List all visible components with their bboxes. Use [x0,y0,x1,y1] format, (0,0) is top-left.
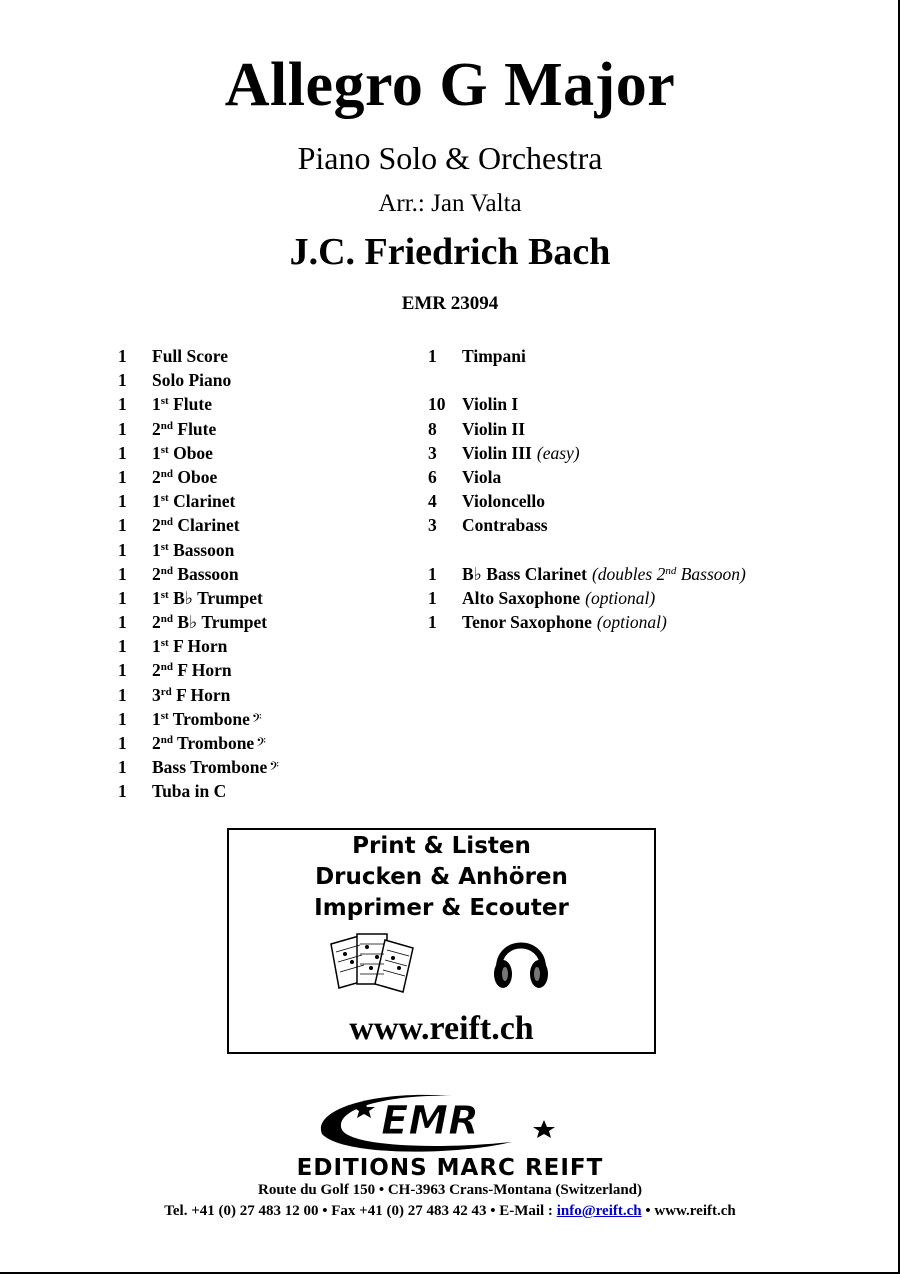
part-name [152,513,240,537]
part-instrument: Oboe [168,442,213,463]
part-quantity: 1 [118,757,127,778]
part-quantity: 1 [118,515,127,536]
part-ordinal-suffix: nd [160,564,173,577]
part-ordinal: 1 [152,636,161,657]
part-name [152,465,217,489]
catalog-number: EMR 23094 [401,293,499,314]
part-name [152,610,267,634]
part-name [462,465,501,489]
arranger: Arr.: Jan Valta [378,190,522,217]
part-name [152,562,239,586]
part-row [428,441,746,465]
promo-line-french: Imprimer & Ecouter [314,895,569,921]
part-ordinal-suffix: st [160,637,169,650]
part-instrument: B♭ Trumpet [173,612,268,633]
part-quantity: 1 [118,418,127,439]
part-row [118,779,279,803]
part-name [152,755,279,779]
headphones-icon [491,928,551,992]
part-quantity: 3 [428,442,437,463]
part-instrument: Trombone [173,733,255,753]
part-instrument: Timpani [462,346,526,366]
part-instrument: Bassoon [173,563,239,584]
promo-url[interactable]: www.reift.ch [349,1010,534,1047]
part-row [118,634,279,658]
part-quantity: 1 [118,466,127,487]
part-quantity: 1 [118,733,127,753]
bass-clef-icon: 𝄢 [269,761,279,778]
part-row [428,392,746,416]
contact-website: • www.reift.ch [641,1203,736,1219]
part-instrument: B♭ Trumpet [168,587,263,608]
part-ordinal: 2 [152,612,161,633]
part-name [152,586,263,610]
part-instrument: Tuba in C [152,781,227,802]
part-row [428,417,746,441]
part-row [118,465,279,489]
part-instrument: Bassoon [168,539,235,560]
email-link[interactable]: info@reift.ch [556,1203,642,1219]
part-row [118,707,279,731]
part-ordinal: 1 [152,442,161,463]
part-row [118,658,279,682]
emr-logo [312,1090,562,1156]
part-note-text: (doubles 2 [591,563,666,584]
part-quantity: 1 [118,394,127,415]
part-instrument: Viola [462,466,502,487]
part-ordinal: 1 [152,539,161,560]
subtitle: Piano Solo & Orchestra [297,140,603,176]
parts-list-left [118,344,279,804]
part-ordinal-suffix: st [160,492,169,505]
part-name [152,634,227,658]
part-name [152,683,230,707]
publisher-address: Route du Golf 150 • CH-3963 Crans-Montana (Switzerland) [258,1182,642,1198]
part-quantity: 10 [428,394,446,415]
part-spacer [428,538,746,562]
part-name [152,779,226,803]
publisher-name: EDITIONS MARC REIFT [296,1155,604,1181]
part-ordinal-suffix: rd [160,685,172,698]
part-ordinal-suffix: nd [160,419,173,432]
part-quantity: 1 [428,346,437,366]
publisher-contact [0,1203,900,1220]
part-ordinal: 3 [152,684,161,705]
part-ordinal-suffix: nd [160,734,173,746]
part-ordinal-suffix: st [160,395,169,408]
part-note [537,443,580,463]
part-quantity: 1 [118,781,127,802]
part-name [462,562,746,586]
part-name [152,344,228,368]
part-ordinal: 2 [152,660,161,681]
part-row [118,683,279,707]
part-row [118,441,279,465]
part-note [585,588,655,608]
part-quantity: 1 [118,708,127,729]
part-name [152,441,213,465]
part-instrument: Flute [173,418,217,439]
part-quantity: 1 [118,612,127,633]
part-name [462,417,525,441]
part-instrument: Violin II [462,418,526,439]
part-row [118,731,279,755]
part-instrument: Contrabass [462,515,548,536]
part-instrument: F Horn [173,660,232,681]
part-quantity: 4 [428,491,437,512]
part-row [428,465,746,489]
part-note-end: Bassoon) [676,563,746,584]
part-ordinal: 2 [152,563,161,584]
promo-line-german: Drucken & Anhören [315,864,568,890]
promo-line-english: Print & Listen [352,833,531,859]
print-listen-box [227,828,656,1054]
part-quantity: 3 [428,515,437,536]
part-ordinal-suffix: st [160,443,169,456]
part-ordinal: 2 [152,466,161,487]
part-instrument: Oboe [173,466,218,487]
part-note [592,564,746,584]
part-ordinal-suffix: st [160,540,169,553]
part-quantity: 1 [428,612,437,633]
part-ordinal: 2 [152,733,161,753]
part-instrument: Flute [168,394,212,415]
part-instrument: Alto Saxophone [462,587,581,608]
part-instrument: Tenor Saxophone [462,612,592,633]
part-name [462,344,526,368]
part-ordinal-suffix: nd [160,516,173,529]
part-row [428,610,746,634]
part-row [118,586,279,610]
part-note-text: (optional) [585,587,656,608]
part-row [118,368,279,392]
part-quantity: 1 [118,370,127,391]
part-name [152,707,262,731]
part-quantity: 1 [118,660,127,681]
part-quantity: 1 [118,684,127,705]
part-quantity: 1 [118,587,127,608]
part-ordinal: 1 [152,491,161,512]
contact-phone-fax: Tel. +41 (0) 27 483 12 00 • Fax +41 (0) 27 483 42 43 • E-Mail : [164,1203,557,1219]
bass-clef-icon: 𝄢 [256,737,266,753]
part-ordinal: 1 [152,394,161,415]
part-row [118,344,279,368]
part-ordinal-suffix: nd [160,467,173,480]
part-ordinal: 2 [152,515,161,536]
part-quantity: 1 [118,636,127,657]
part-instrument: Trombone [168,708,250,729]
part-instrument: F Horn [171,684,231,705]
part-instrument: Solo Piano [152,370,232,391]
part-instrument: Clarinet [173,515,240,536]
part-instrument: F Horn [168,636,228,657]
part-name [152,368,231,392]
part-row [118,538,279,562]
part-name [462,489,545,513]
part-row [118,610,279,634]
part-row [118,513,279,537]
part-instrument: B♭ Bass Clarinet [462,563,587,584]
composer: J.C. Friedrich Bach [289,231,611,273]
part-quantity: 1 [118,491,127,512]
part-instrument: Violin I [462,394,519,415]
part-quantity: 1 [428,587,437,608]
part-row [428,562,746,586]
part-ordinal-suffix: nd [160,661,173,674]
part-ordinal-suffix: nd [160,613,173,626]
part-row [118,417,279,441]
part-ordinal: 1 [152,587,161,608]
part-instrument: Violin III [462,442,532,463]
part-name [152,489,235,513]
part-ordinal-suffix: st [160,709,169,722]
part-note [597,612,667,632]
part-name [462,441,580,465]
part-row [118,489,279,513]
parts-list-right [428,344,746,634]
sheet-music-icon [327,930,419,996]
part-instrument: Violoncello [462,491,545,512]
part-instrument: Clarinet [168,491,236,512]
part-ordinal-suffix: st [160,588,169,601]
part-ordinal: 1 [152,708,161,729]
part-row [428,586,746,610]
part-quantity: 1 [118,539,127,560]
part-name [152,538,234,562]
page-title: Allegro G Major [224,51,676,119]
part-row [428,489,746,513]
part-quantity: 1 [118,563,127,584]
bass-clef-icon: 𝄢 [251,712,262,729]
part-quantity: 8 [428,418,437,439]
part-name [152,392,212,416]
part-note-text: (optional) [596,612,667,633]
part-name [462,586,655,610]
part-quantity: 6 [428,466,437,487]
part-spacer [428,368,746,392]
part-name [462,392,518,416]
part-row [118,392,279,416]
part-instrument: Full Score [152,346,228,366]
part-row [428,344,746,368]
svg-text:EMR: EMR [381,1098,479,1144]
part-note-text: (easy) [536,442,580,463]
part-quantity: 1 [118,442,127,463]
part-quantity: 1 [428,563,437,584]
part-row [118,562,279,586]
part-row [428,513,746,537]
part-instrument: Bass Trombone [152,757,268,778]
part-name [152,658,232,682]
part-name [152,417,216,441]
part-note-suffix: nd [665,564,677,577]
part-name [462,513,548,537]
part-name [152,731,266,755]
part-ordinal: 2 [152,418,161,439]
part-row [118,755,279,779]
part-quantity: 1 [118,346,127,366]
part-name [462,610,667,634]
